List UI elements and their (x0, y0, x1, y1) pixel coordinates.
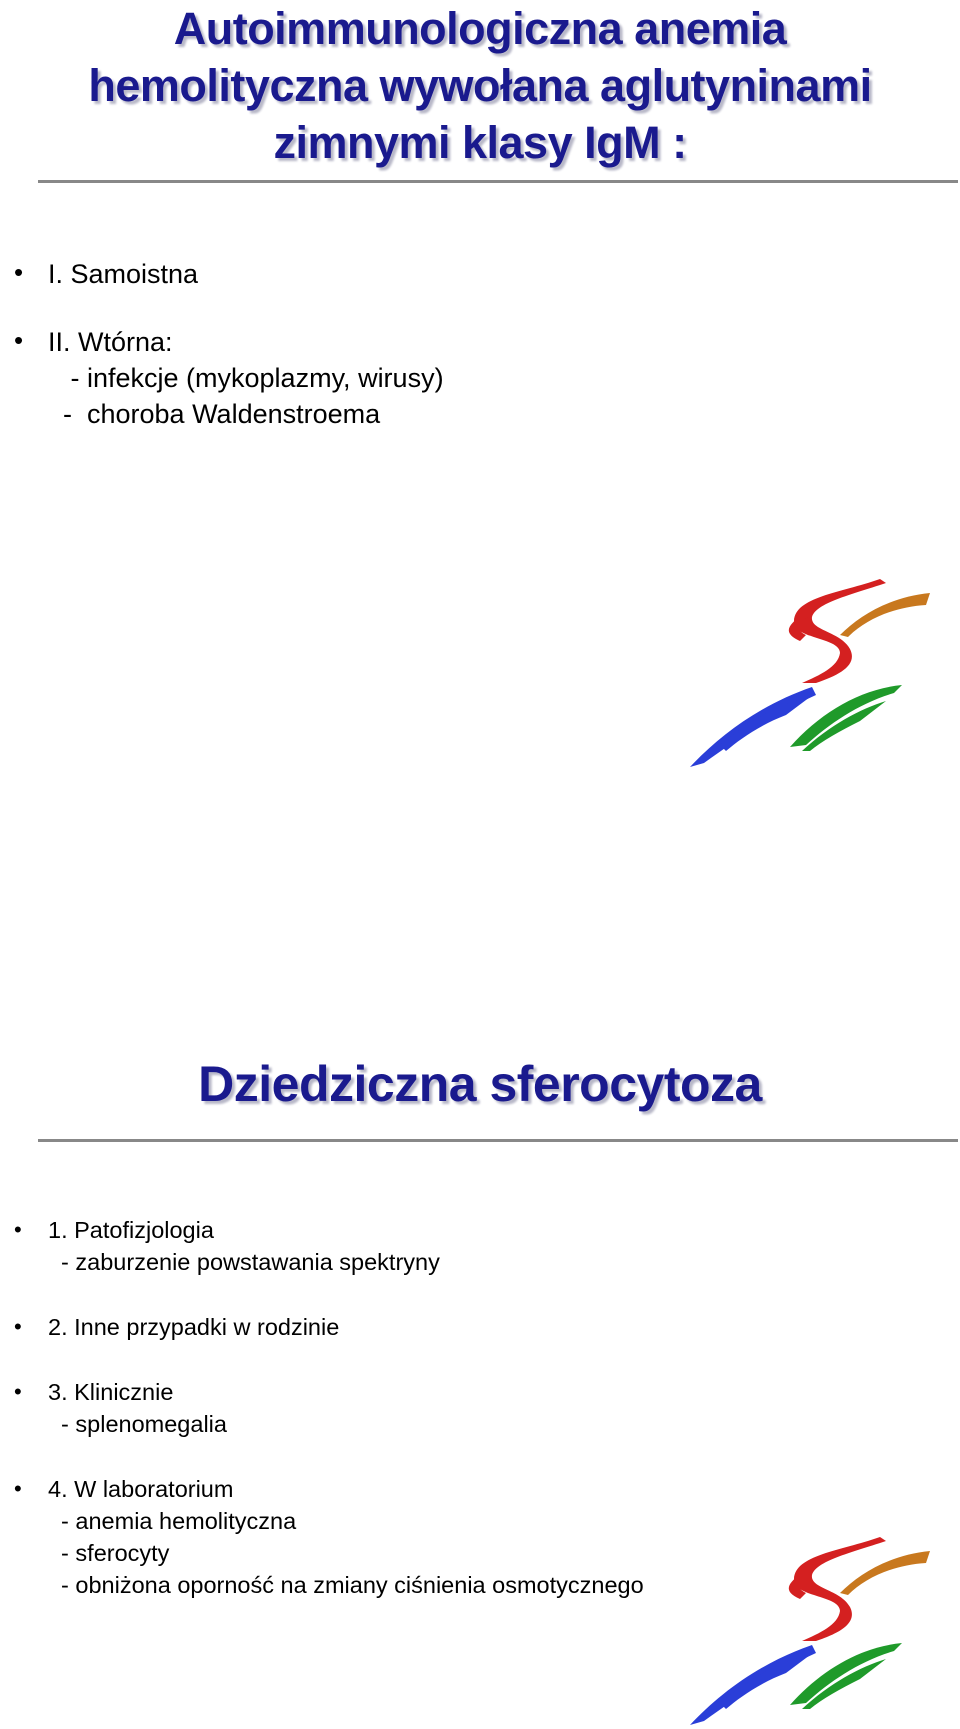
bullet-dot: • (14, 325, 24, 355)
list-item-text: 3. Klinicznie (48, 1379, 174, 1405)
slide1-title-line3: zimnymi klasy IgM : (273, 117, 687, 168)
bullet-dot: • (14, 1476, 22, 1501)
list-item (14, 324, 444, 432)
bullet-dot: • (14, 257, 24, 287)
slide1-bullet-list (14, 256, 444, 432)
list-subitem: - sferocyty (48, 1540, 170, 1566)
swoosh-logo-icon (690, 575, 930, 770)
list-item-text: 2. Inne przypadki w rodzinie (48, 1314, 340, 1340)
slide1-title-line1: Autoimmunologiczna anemia (173, 3, 787, 54)
list-subitem: - anemia hemolityczna (48, 1508, 297, 1534)
list-subitem: - obniżona oporność na zmiany ciśnienia osmotycznego (48, 1572, 644, 1598)
list-subitem: - infekcje (mykoplazmy, wirusy) (48, 363, 444, 393)
bullet-dot: • (14, 1217, 22, 1242)
slide2-bullet-list (14, 1214, 644, 1601)
list-item-text: 4. W laboratorium (48, 1476, 234, 1502)
slide1-title-line2: hemolityczna wywołana aglutyninami (88, 60, 872, 111)
list-item-text: 1. Patofizjologia (48, 1217, 214, 1243)
bullet-dot: • (14, 1314, 22, 1339)
slide1-title (0, 0, 960, 171)
list-item-text: I. Samoistna (48, 259, 199, 289)
list-subitem: - choroba Waldenstroema (48, 399, 381, 429)
bullet-dot: • (14, 1379, 22, 1404)
slide2-title: Dziedziczna sferocytoza (198, 1056, 762, 1112)
slide2-divider (38, 1139, 958, 1142)
list-item (14, 1473, 644, 1601)
list-item (14, 256, 444, 292)
list-item (14, 1311, 644, 1343)
list-subitem: - zaburzenie powstawania spektryny (48, 1249, 440, 1275)
swoosh-logo-icon (690, 1533, 930, 1728)
list-item (14, 1376, 644, 1440)
list-subitem: - splenomegalia (48, 1411, 227, 1437)
slide1-divider (38, 180, 958, 183)
list-item-text: II. Wtórna: (48, 327, 173, 357)
list-item (14, 1214, 644, 1278)
